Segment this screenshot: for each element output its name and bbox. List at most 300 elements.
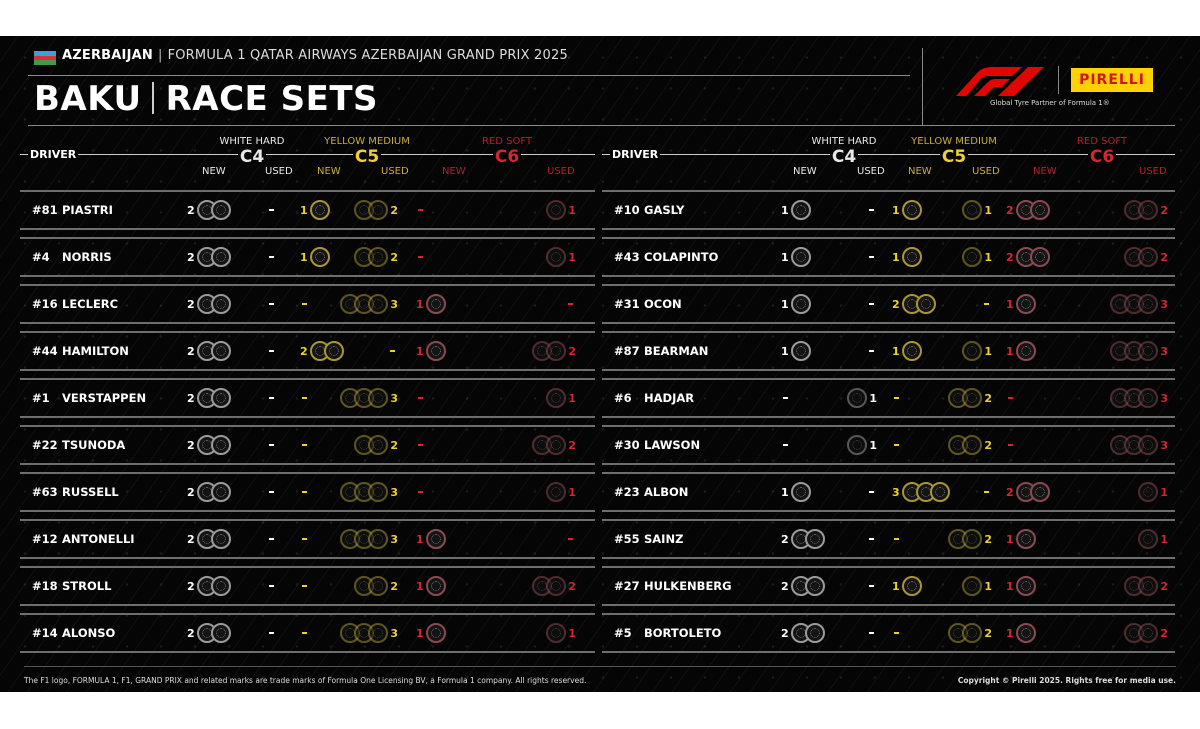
soft-used-cell (1110, 387, 1168, 409)
soft-used-cell (546, 199, 576, 221)
tyre-icons (1016, 341, 1036, 361)
hard-used-cell (269, 481, 274, 503)
hard-used-cell (869, 575, 874, 597)
column-header-left (20, 132, 595, 180)
set-count: 2 (1006, 250, 1014, 264)
tyre-icons (948, 435, 982, 455)
med-new-cell (302, 622, 307, 644)
set-count: 3 (390, 297, 398, 311)
tyre-icon (310, 200, 330, 220)
tyre-icons (791, 529, 825, 549)
tyre-icon (1030, 482, 1050, 502)
driver-name: LECLERC (62, 297, 119, 311)
med-used-cell (340, 293, 398, 315)
tyre-icon (211, 247, 231, 267)
soft-new-cell (1006, 340, 1036, 362)
set-count: 1 (1006, 579, 1014, 593)
tyre-icons (426, 294, 446, 314)
tyre-icons (546, 247, 566, 267)
tyre-icons (1138, 529, 1158, 549)
tyre-icons (1110, 435, 1158, 455)
hard-used-cell (869, 340, 874, 362)
tyre-icons (546, 623, 566, 643)
tyre-icon (310, 247, 330, 267)
tyre-icons (962, 576, 982, 596)
soft-used-cell (1124, 622, 1168, 644)
soft-new-cell (1006, 575, 1036, 597)
none-dash (869, 491, 874, 493)
driver-number: #27 (614, 579, 640, 593)
tyre-icon (368, 529, 388, 549)
tyre-icon (1138, 247, 1158, 267)
set-count: 2 (390, 203, 398, 217)
tyre-icons (791, 341, 811, 361)
tyre-icon (1030, 247, 1050, 267)
med-used-cell (354, 575, 398, 597)
driver-number: #10 (614, 203, 640, 217)
set-count: 2 (300, 344, 308, 358)
driver-number: #1 (32, 391, 50, 405)
soft-new-cell (416, 575, 446, 597)
set-count: 3 (390, 485, 398, 499)
none-dash (269, 444, 274, 446)
tyre-icon (902, 247, 922, 267)
tyre-icons (1110, 388, 1158, 408)
driver-number: #55 (614, 532, 640, 546)
table-row (20, 425, 595, 465)
soft-new-cell (416, 528, 446, 550)
tyre-icons (948, 388, 982, 408)
soft-used-cell (568, 528, 573, 550)
tyre-icons (902, 294, 936, 314)
tyre-icons (1124, 200, 1158, 220)
soft-used-cell (1138, 481, 1168, 503)
compound-c5-header: YELLOW MEDIUM C5 (324, 136, 410, 167)
set-count: 1 (416, 297, 424, 311)
tyre-icons (546, 388, 566, 408)
tyre-icon (902, 200, 922, 220)
tyre-icon (211, 623, 231, 643)
tyre-icon (962, 576, 982, 596)
none-dash (269, 303, 274, 305)
hard-new-cell (781, 340, 811, 362)
set-count: 2 (187, 626, 195, 640)
set-count: 2 (1160, 203, 1168, 217)
tyre-icon (902, 341, 922, 361)
tyre-icons (791, 482, 811, 502)
race-sets-poster (0, 36, 1200, 692)
tyre-icons (1110, 341, 1158, 361)
set-count: 2 (187, 438, 195, 452)
tyre-icons (310, 247, 330, 267)
tyre-icon (1016, 576, 1036, 596)
hard-used-cell (869, 622, 874, 644)
hard-used-cell (847, 387, 877, 409)
set-count: 1 (984, 203, 992, 217)
soft-used-cell (568, 293, 573, 315)
driver-number: #87 (614, 344, 640, 358)
med-used-cell (962, 199, 992, 221)
med-used-cell (354, 246, 398, 268)
tyre-icons (1016, 482, 1050, 502)
tyre-icons (310, 200, 330, 220)
tyre-icons (1124, 576, 1158, 596)
compound-c4-header: WHITE HARD C4 (811, 136, 877, 167)
none-dash (418, 209, 423, 211)
table-row (20, 190, 595, 230)
med-used-cell (340, 387, 398, 409)
tyre-icon (1138, 294, 1158, 314)
driver-name: STROLL (62, 579, 112, 593)
driver-name: HADJAR (644, 391, 695, 405)
set-count: 2 (187, 250, 195, 264)
tyre-icon (805, 529, 825, 549)
tyre-icon (791, 200, 811, 220)
none-dash (869, 256, 874, 258)
med-used-cell (340, 528, 398, 550)
set-count: 2 (568, 579, 576, 593)
tyre-icon (211, 529, 231, 549)
tyre-icons (546, 200, 566, 220)
tyre-icons (962, 247, 982, 267)
none-dash (302, 444, 307, 446)
compound-c6-header: RED SOFT C6 (1076, 136, 1128, 167)
tyre-icons (340, 529, 388, 549)
med-used-cell (962, 340, 992, 362)
page-title (34, 79, 378, 119)
grand-prix-name: FORMULA 1 QATAR AIRWAYS AZERBAIJAN GRAND PRIX 2025 (167, 48, 568, 63)
set-count: 3 (1160, 391, 1168, 405)
soft-new-cell (418, 481, 423, 503)
tyre-icons (962, 341, 982, 361)
tyre-icon (426, 623, 446, 643)
title-city: BAKU (34, 79, 142, 119)
none-dash (390, 350, 395, 352)
hard-used-cell (869, 246, 874, 268)
hard-new-cell (187, 434, 231, 456)
driver-number: #43 (614, 250, 640, 264)
set-count: 1 (416, 626, 424, 640)
set-count: 1 (1006, 626, 1014, 640)
table-row (20, 331, 595, 371)
soft-used-cell (532, 434, 576, 456)
tyre-icons (426, 529, 446, 549)
c4-used-label: USED (265, 166, 293, 177)
hard-new-cell (781, 528, 825, 550)
set-count: 1 (416, 532, 424, 546)
tyre-icons (1016, 200, 1050, 220)
tyre-icon (211, 341, 231, 361)
driver-number: #16 (32, 297, 58, 311)
tyre-icon (368, 388, 388, 408)
tyre-icon (211, 435, 231, 455)
tyre-icon (368, 482, 388, 502)
soft-used-cell (546, 387, 576, 409)
tyre-icon (368, 247, 388, 267)
tyre-icon (1016, 529, 1036, 549)
med-used-cell (948, 528, 992, 550)
set-count: 2 (781, 532, 789, 546)
hard-new-cell (781, 622, 825, 644)
none-dash (302, 491, 307, 493)
tyre-icons (1016, 529, 1036, 549)
set-count: 2 (984, 532, 992, 546)
c5-new-label: NEW (908, 166, 932, 177)
tyre-icons (847, 388, 867, 408)
tyre-icons (791, 200, 811, 220)
tyre-icons (1016, 294, 1036, 314)
driver-name: NORRIS (62, 250, 112, 264)
table-row (20, 613, 595, 653)
hard-used-cell (869, 528, 874, 550)
tyre-icons (1138, 482, 1158, 502)
hard-used-cell (847, 434, 877, 456)
none-dash (894, 444, 899, 446)
tyre-icon (962, 247, 982, 267)
set-count: 1 (892, 203, 900, 217)
driver-number: #31 (614, 297, 640, 311)
hard-new-cell (783, 387, 788, 409)
set-count: 1 (568, 391, 576, 405)
soft-used-cell (1124, 199, 1168, 221)
set-count: 1 (984, 344, 992, 358)
med-new-cell (894, 622, 899, 644)
set-count: 1 (568, 250, 576, 264)
hard-used-cell (269, 434, 274, 456)
none-dash (783, 397, 788, 399)
none-dash (418, 491, 423, 493)
tyre-icons (197, 341, 231, 361)
event-heading (62, 48, 568, 63)
driver-name: COLAPINTO (644, 250, 719, 264)
soft-new-cell (416, 622, 446, 644)
set-count: 2 (781, 579, 789, 593)
tyre-icons (426, 576, 446, 596)
tyre-icon (211, 482, 231, 502)
hard-new-cell (187, 246, 231, 268)
set-count: 1 (984, 250, 992, 264)
tyre-icon (1138, 200, 1158, 220)
tyre-icon (426, 341, 446, 361)
set-count: 1 (1006, 532, 1014, 546)
set-count: 2 (781, 626, 789, 640)
set-count: 2 (984, 438, 992, 452)
tyre-icons (197, 576, 231, 596)
set-count: 2 (187, 532, 195, 546)
tyre-icon (546, 623, 566, 643)
tyre-icon (1138, 388, 1158, 408)
hard-new-cell (187, 528, 231, 550)
tyre-icon (211, 294, 231, 314)
hard-new-cell (781, 575, 825, 597)
none-dash (894, 632, 899, 634)
column-header-right (602, 132, 1175, 180)
set-count: 1 (781, 344, 789, 358)
tyre-icon (791, 294, 811, 314)
tyre-icons (197, 529, 231, 549)
none-dash (269, 397, 274, 399)
soft-new-cell (1008, 387, 1013, 409)
tyre-icon (1138, 435, 1158, 455)
hard-new-cell (187, 481, 231, 503)
table-row (20, 378, 595, 418)
tyre-icon (962, 388, 982, 408)
table-row (20, 566, 595, 606)
tyre-icon (791, 341, 811, 361)
med-new-cell (300, 246, 330, 268)
tyre-icons (902, 341, 922, 361)
hard-used-cell (269, 340, 274, 362)
set-count: 2 (568, 438, 576, 452)
table-row (602, 566, 1175, 606)
tyre-icons (948, 623, 982, 643)
driver-number: #30 (614, 438, 640, 452)
set-count: 1 (416, 579, 424, 593)
hard-new-cell (187, 340, 231, 362)
soft-new-cell (1006, 246, 1050, 268)
table-row (602, 237, 1175, 277)
tyre-icons (1124, 623, 1158, 643)
tyre-icons (197, 294, 231, 314)
tyre-icons (791, 247, 811, 267)
driver-name: LAWSON (644, 438, 701, 452)
set-count: 3 (390, 391, 398, 405)
c5-used-label: USED (381, 166, 409, 177)
tyre-icon (546, 341, 566, 361)
tyre-icons (791, 623, 825, 643)
tyre-icon (426, 576, 446, 596)
tyre-icons (902, 247, 922, 267)
c4-new-label: NEW (202, 166, 226, 177)
set-count: 3 (1160, 297, 1168, 311)
soft-new-cell (418, 199, 423, 221)
set-count: 2 (390, 438, 398, 452)
tyre-icon (546, 247, 566, 267)
c4-new-label: NEW (793, 166, 817, 177)
tyre-icon (1138, 529, 1158, 549)
tyre-icons (197, 623, 231, 643)
none-dash (894, 538, 899, 540)
set-count: 2 (1006, 485, 1014, 499)
tyre-icon (211, 388, 231, 408)
title-subject: RACE SETS (165, 79, 378, 119)
tyre-icon (546, 435, 566, 455)
soft-used-cell (1124, 246, 1168, 268)
tyre-icon (1030, 200, 1050, 220)
none-dash (984, 303, 989, 305)
compound-c4-header: WHITE HARD C4 (219, 136, 285, 167)
hard-used-cell (269, 199, 274, 221)
tyre-icons (791, 294, 811, 314)
set-count: 1 (781, 485, 789, 499)
tyre-icons (310, 341, 344, 361)
hard-used-cell (869, 293, 874, 315)
hard-used-cell (269, 528, 274, 550)
soft-used-cell (1110, 434, 1168, 456)
f1-logo-icon (948, 66, 1044, 96)
hard-used-cell (869, 481, 874, 503)
driver-name: HAMILTON (62, 344, 129, 358)
med-new-cell (302, 481, 307, 503)
driver-name: VERSTAPPEN (62, 391, 147, 405)
tyre-icons (354, 576, 388, 596)
none-dash (869, 209, 874, 211)
compound-c6-header: RED SOFT C6 (481, 136, 533, 167)
set-count: 1 (1006, 297, 1014, 311)
none-dash (418, 444, 423, 446)
set-count: 2 (984, 391, 992, 405)
set-count: 1 (416, 344, 424, 358)
tyre-icons (791, 576, 825, 596)
med-used-cell (340, 481, 398, 503)
med-new-cell (892, 340, 922, 362)
soft-new-cell (418, 434, 423, 456)
none-dash (302, 303, 307, 305)
set-count: 2 (892, 297, 900, 311)
med-new-cell (892, 481, 950, 503)
driver-number: #63 (32, 485, 58, 499)
tyre-icon (368, 294, 388, 314)
hard-new-cell (781, 246, 811, 268)
set-count: 1 (892, 250, 900, 264)
soft-new-cell (418, 246, 423, 268)
driver-name: ALONSO (62, 626, 116, 640)
med-used-cell (984, 293, 989, 315)
driver-name: OCON (644, 297, 682, 311)
tyre-icon (1138, 576, 1158, 596)
med-new-cell (892, 246, 922, 268)
hard-new-cell (187, 199, 231, 221)
tyre-icon (1138, 341, 1158, 361)
driver-number: #6 (614, 391, 632, 405)
driver-name: GASLY (644, 203, 685, 217)
tyre-icon (916, 294, 936, 314)
tyre-icon (847, 435, 867, 455)
driver-name: BORTOLETO (644, 626, 722, 640)
none-dash (568, 538, 573, 540)
none-dash (269, 209, 274, 211)
table-row (602, 519, 1175, 559)
hard-new-cell (187, 293, 231, 315)
set-count: 2 (1006, 203, 1014, 217)
set-count: 1 (568, 485, 576, 499)
soft-new-cell (1006, 622, 1036, 644)
c6-new-label: NEW (442, 166, 466, 177)
soft-new-cell (1008, 434, 1013, 456)
med-used-cell (948, 434, 992, 456)
compound-c5-header: YELLOW MEDIUM C5 (911, 136, 997, 167)
table-row (602, 331, 1175, 371)
tyre-icons (340, 294, 388, 314)
tyre-icon (791, 247, 811, 267)
none-dash (568, 303, 573, 305)
med-new-cell (302, 387, 307, 409)
hard-new-cell (187, 387, 231, 409)
tyre-icon (962, 435, 982, 455)
tyre-icon (805, 623, 825, 643)
driver-name: PIASTRI (62, 203, 113, 217)
driver-number: #23 (614, 485, 640, 499)
tyre-icons (902, 482, 950, 502)
driver-name: HULKENBERG (644, 579, 732, 593)
tyre-icon (546, 200, 566, 220)
soft-new-cell (418, 387, 423, 409)
tyre-icon (962, 623, 982, 643)
tyre-icon (930, 482, 950, 502)
country-name: AZERBAIJAN (62, 48, 153, 63)
hard-used-cell (269, 387, 274, 409)
hard-used-cell (869, 199, 874, 221)
